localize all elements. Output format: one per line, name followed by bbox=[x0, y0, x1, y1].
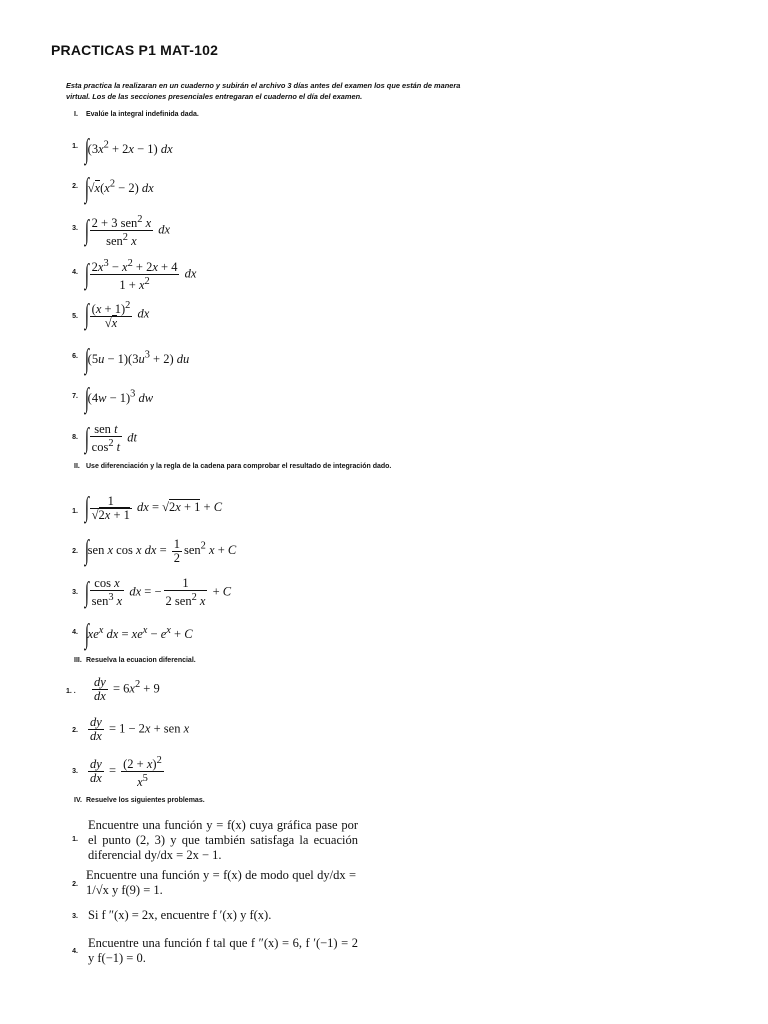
section-heading-1: I. Evalúe la integral indefinida dada. bbox=[74, 111, 199, 118]
item-number: 4. bbox=[72, 629, 78, 636]
section-heading-4: IV. Resuelve los siguientes problemas. bbox=[74, 797, 205, 804]
diff-eq-1: $\frac{dy}{dx}$ = $6x^2 + 9$ bbox=[94, 675, 160, 703]
diff-eq-2: $\frac{dy}{dx}$ = 1 − 2x + sen x bbox=[90, 715, 190, 743]
item-number: 1. . bbox=[66, 688, 76, 695]
item-number: 6. bbox=[72, 353, 78, 360]
integral-check-2: ∫sen x cos x dx = $\frac{1}{2}$ sen$^2$ x + C bbox=[84, 535, 237, 566]
integral-8: ∫ sen t $\cos^2 t$ dt bbox=[84, 422, 138, 455]
item-number: 4. bbox=[72, 948, 78, 955]
integral-2: $\int√x(x^2 - 2)$ dx bbox=[84, 173, 154, 204]
item-number: 1. bbox=[72, 143, 78, 150]
integral-check-1: ∫ $\frac{1}{√2x + 1}$ dx = √2x + 1 + C bbox=[84, 492, 223, 523]
problem-2: Encuentre una función y = f(x) de modo quel dy/dx = 1/√x y f(9) = 1. bbox=[86, 868, 356, 897]
integral-7: $\int(4w - 1)^3$ dw bbox=[84, 383, 154, 414]
item-number: 3. bbox=[72, 589, 78, 596]
item-number: 1. bbox=[72, 836, 78, 843]
integral-check-3: ∫ cos x sen$^3$ x dx = − 1 2 sen$^2$ x + C bbox=[84, 576, 232, 609]
section-heading-2: II. Use diferenciación y la regla de la cadena para comprobar el resultado de integración dado. bbox=[74, 463, 392, 470]
item-number: 3. bbox=[72, 913, 78, 920]
item-number: 1. bbox=[72, 508, 78, 515]
integral-1: $\int(3x^2 + 2x - 1)$ dx bbox=[84, 134, 173, 165]
item-number: 8. bbox=[72, 434, 78, 441]
item-number: 2. bbox=[72, 727, 78, 734]
problem-1: Encuentre una función y = f(x) cuya gráfica pase por el punto (2, 3) y que también satisfaga la ecuación diferencial dy/dx = 2x − 1. bbox=[88, 818, 358, 862]
intro-text: Esta practica la realizaran en un cuaderno y subirán el archivo 3 días antes del examen los que están de manera virtual. Los de las secciones presenciales entregaran el cuaderno el día del examen. bbox=[66, 81, 461, 101]
integral-3: ∫ 2 + 3 sen$^2$ x sen$^2$ x dx bbox=[84, 214, 171, 249]
item-number: 3. bbox=[72, 768, 78, 775]
page-title: PRACTICAS P1 MAT-102 bbox=[51, 42, 219, 58]
problem-4: Encuentre una función f tal que f ″(x) = 6, f ′(−1) = 2 y f(−1) = 0. bbox=[88, 936, 358, 965]
integral-check-4: $\int xe^x$ dx = $xe^x - e^x + C$ bbox=[84, 619, 193, 650]
item-number: 3. bbox=[72, 225, 78, 232]
item-number: 4. bbox=[72, 269, 78, 276]
section-heading-3: III. Resuelva la ecuacion diferencial. bbox=[74, 657, 196, 664]
integral-6: $\int(5u - 1)(3u^3 + 2)$ du bbox=[84, 344, 190, 375]
item-number: 2. bbox=[72, 548, 78, 555]
integral-4: ∫ $\frac{2x^3 - x^2 + 2x + 4}{1 + x^2}$ dx bbox=[84, 258, 197, 293]
integral-5: ∫ $\frac{(x + 1)^2}{√x}$ dx bbox=[84, 298, 150, 331]
item-number: 5. bbox=[72, 313, 78, 320]
diff-eq-3: $\frac{dy}{dx}$ = $\frac{(2 + x)^2}{x^5}$ bbox=[90, 755, 162, 790]
item-number: 7. bbox=[72, 393, 78, 400]
item-number: 2. bbox=[72, 183, 78, 190]
problem-3: Si f ″(x) = 2x, encuentre f ′(x) y f(x). bbox=[88, 908, 272, 922]
item-number: 2. bbox=[72, 881, 78, 888]
